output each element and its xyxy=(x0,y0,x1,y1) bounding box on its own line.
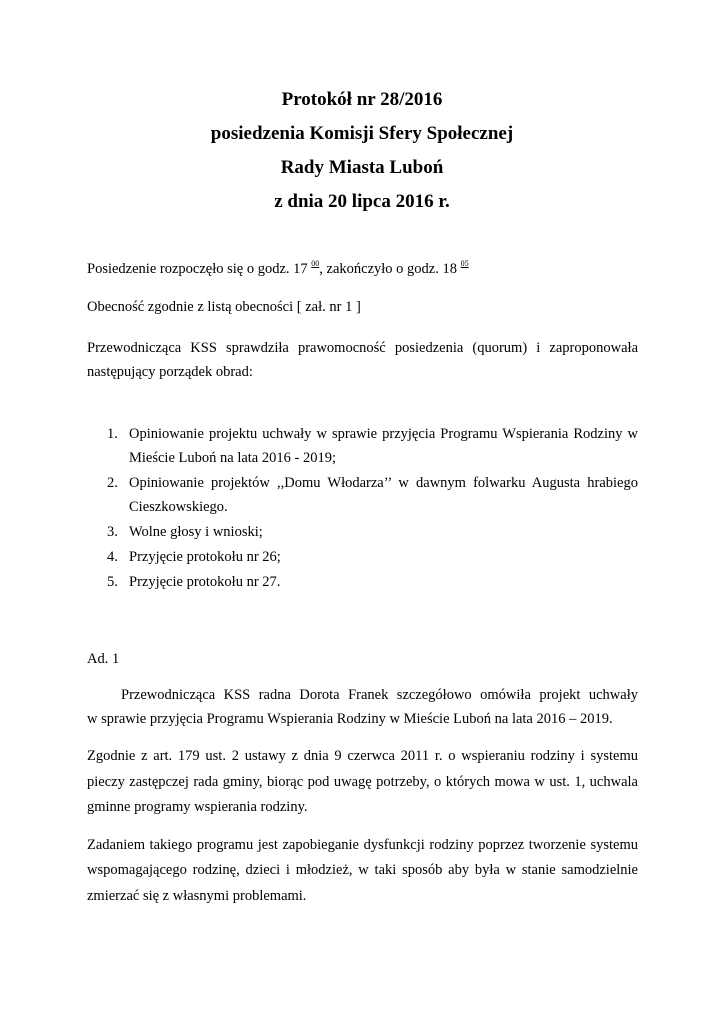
protocol-subtitle: posiedzenia Komisji Sfery Społecznej xyxy=(210,123,514,144)
protocol-title: Protokół nr 28/2016 xyxy=(281,89,443,110)
agenda-number: 2. xyxy=(107,475,118,491)
agenda-item: Wolne głosy i wnioski; xyxy=(129,524,263,540)
agenda-item: Przyjęcie protokołu nr 26; xyxy=(129,549,281,565)
end-time-text: , zakończyło o godz. 18 xyxy=(319,261,461,277)
agenda-number: 5. xyxy=(107,574,118,590)
agenda-number: 3. xyxy=(107,524,118,540)
paragraph-2-line-2: pieczy zastępczej rada gminy, biorąc pod uwagę potrzeby, o których mowa w ust. 1, uchwala xyxy=(87,774,638,790)
paragraph-1-line-1: Przewodnicząca KSS radna Dorota Franek szczegółowo omówiła projekt uchwały xyxy=(121,687,638,703)
agenda-item-continuation: Cieszkowskiego. xyxy=(129,499,228,515)
intro-line-2: następujący porządek obrad: xyxy=(87,364,253,380)
paragraph-3-line-2: wspomagającego rodzinę, dzieci i młodzież, w taki sposób aby była w stanie samodzielnie xyxy=(87,862,638,878)
agenda-item: Opiniowanie projektu uchwały w sprawie przyjęcia Programu Wspierania Rodziny w xyxy=(129,426,638,442)
agenda-item-continuation: Mieście Luboń na lata 2016 - 2019; xyxy=(129,450,336,466)
council-name: Rady Miasta Luboń xyxy=(280,157,444,178)
agenda-item: Przyjęcie protokołu nr 27. xyxy=(129,574,281,590)
attendance-note: Obecność zgodnie z listą obecności [ zał. nr 1 ] xyxy=(87,299,361,315)
start-time-text: Posiedzenie rozpoczęło się o godz. 17 xyxy=(87,261,312,277)
agenda-number: 1. xyxy=(107,426,118,442)
start-minutes: 00 xyxy=(311,259,320,268)
paragraph-2-line-3: gminne programy wspierania rodziny. xyxy=(87,799,308,815)
meeting-times xyxy=(87,259,638,279)
agenda-item: Opiniowanie projektów ,,Domu Włodarza’’ w dawnym folwarku Augusta hrabiego xyxy=(129,475,638,491)
paragraph-3-line-1: Zadaniem takiego programu jest zapobieganie dysfunkcji rodziny poprzez tworzenie systemu xyxy=(87,837,638,853)
intro-line-1: Przewodnicząca KSS sprawdziła prawomocność posiedzenia (quorum) i zaproponowała xyxy=(87,340,638,356)
agenda-number: 4. xyxy=(107,549,118,565)
paragraph-3-line-3: zmierzać się z własnymi problemami. xyxy=(87,888,307,904)
paragraph-2-line-1: Zgodnie z art. 179 ust. 2 ustawy z dnia 9 czerwca 2011 r. o wspieraniu rodziny i systemu xyxy=(87,748,638,764)
section-heading-ad1: Ad. 1 xyxy=(87,651,120,667)
paragraph-1-line-2: w sprawie przyjęcia Programu Wspierania Rodziny w Mieście Luboń na lata 2016 – 2019. xyxy=(87,711,613,727)
protocol-date: z dnia 20 lipca 2016 r. xyxy=(274,191,450,212)
end-minutes: 05 xyxy=(460,259,469,268)
